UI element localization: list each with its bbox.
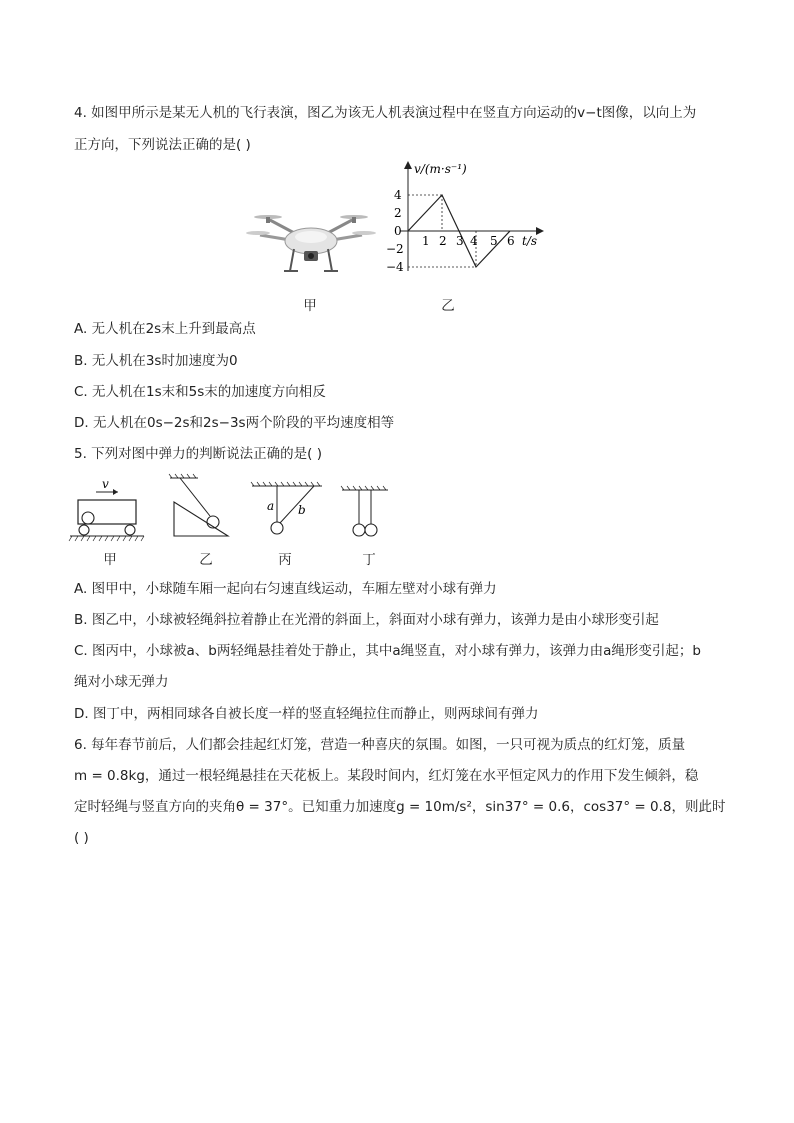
- q4-option-a: A. 无人机在2s末上升到最高点: [74, 321, 256, 337]
- xtick-4: 4: [470, 234, 478, 248]
- svg-text:v: v: [102, 477, 109, 491]
- xtick-6: 6: [507, 234, 515, 248]
- q4-stem-line2: 正方向，下列说法正确的是( ): [74, 137, 251, 153]
- xtick-1: 1: [422, 234, 430, 248]
- q6-stem-line3: 定时轻绳与竖直方向的夹角θ = 37°。已知重力加速度g = 10m/s²，sin37° = 0.6，cos37° = 0.8，则此时: [74, 799, 726, 815]
- ytick-4: 4: [394, 188, 402, 202]
- caption-q5-jia: 甲: [103, 552, 117, 568]
- svg-text:a: a: [267, 499, 275, 513]
- q6-stem-line4: ( ): [74, 830, 89, 846]
- q6-stem-line2: m = 0.8kg，通过一根轻绳悬挂在天花板上。某段时间内，红灯笼在水平恒定风力的作用下发生倾斜，稳: [74, 768, 699, 784]
- figure-yi-incline: [169, 474, 228, 536]
- q5-option-d: D. 图丁中，两相同球各自被长度一样的竖直轻绳拉住而静止，则两球间有弹力: [74, 706, 539, 722]
- caption-q5-yi: 乙: [199, 552, 213, 568]
- caption-yi: 乙: [441, 298, 455, 314]
- vt-graph: [370, 155, 550, 280]
- q5-option-a: A. 图甲中，小球随车厢一起向右匀速直线运动，车厢左壁对小球有弹力: [74, 581, 497, 597]
- ytick-0: 0: [394, 224, 402, 238]
- drone-image: [246, 205, 376, 280]
- q6-stem-line1: 6. 每年春节前后，人们都会挂起红灯笼，营造一种喜庆的氛围。如图，一只可视为质点的红灯笼，质量: [74, 737, 686, 753]
- xtick-5: 5: [490, 234, 498, 248]
- ytick-neg2: −2: [386, 242, 404, 256]
- figure-ding-two-balls: [341, 486, 388, 536]
- q5-option-b: B. 图乙中，小球被轻绳斜拉着静止在光滑的斜面上，斜面对小球有弹力，该弹力是由小球形变引起: [74, 612, 659, 628]
- figure-bing-two-ropes: [251, 482, 322, 534]
- t-axis-label: t/s: [522, 234, 538, 248]
- ytick-neg4: −4: [386, 260, 404, 274]
- q5-option-c-line2: 绳对小球无弹力: [74, 674, 169, 690]
- svg-text:b: b: [298, 503, 306, 517]
- caption-jia: 甲: [303, 298, 317, 314]
- caption-q5-bing: 丙: [278, 552, 292, 568]
- q5-stem: 5. 下列对图中弹力的判断说法正确的是( ): [74, 446, 322, 462]
- q5-option-c-line1: C. 图丙中，小球被a、b两轻绳悬挂着处于静止，其中a绳竖直，对小球有弹力，该弹力由a绳形变引起；b: [74, 643, 701, 659]
- v-axis-label: v/(m·s⁻¹): [414, 162, 467, 176]
- figure-jia-cart: [69, 477, 144, 541]
- q5-figures: [68, 472, 398, 547]
- q4-option-d: D. 无人机在0s−2s和2s−3s两个阶段的平均速度相等: [74, 415, 395, 431]
- q4-option-c: C. 无人机在1s末和5s末的加速度方向相反: [74, 384, 326, 400]
- q4-stem-line1: 4. 如图甲所示是某无人机的飞行表演，图乙为该无人机表演过程中在竖直方向运动的v−t图像，以向上为: [74, 105, 697, 121]
- xtick-2: 2: [439, 234, 447, 248]
- xtick-3: 3: [456, 234, 464, 248]
- q4-option-b: B. 无人机在3s时加速度为0: [74, 353, 238, 369]
- ytick-2: 2: [394, 206, 402, 220]
- caption-q5-ding: 丁: [362, 552, 376, 568]
